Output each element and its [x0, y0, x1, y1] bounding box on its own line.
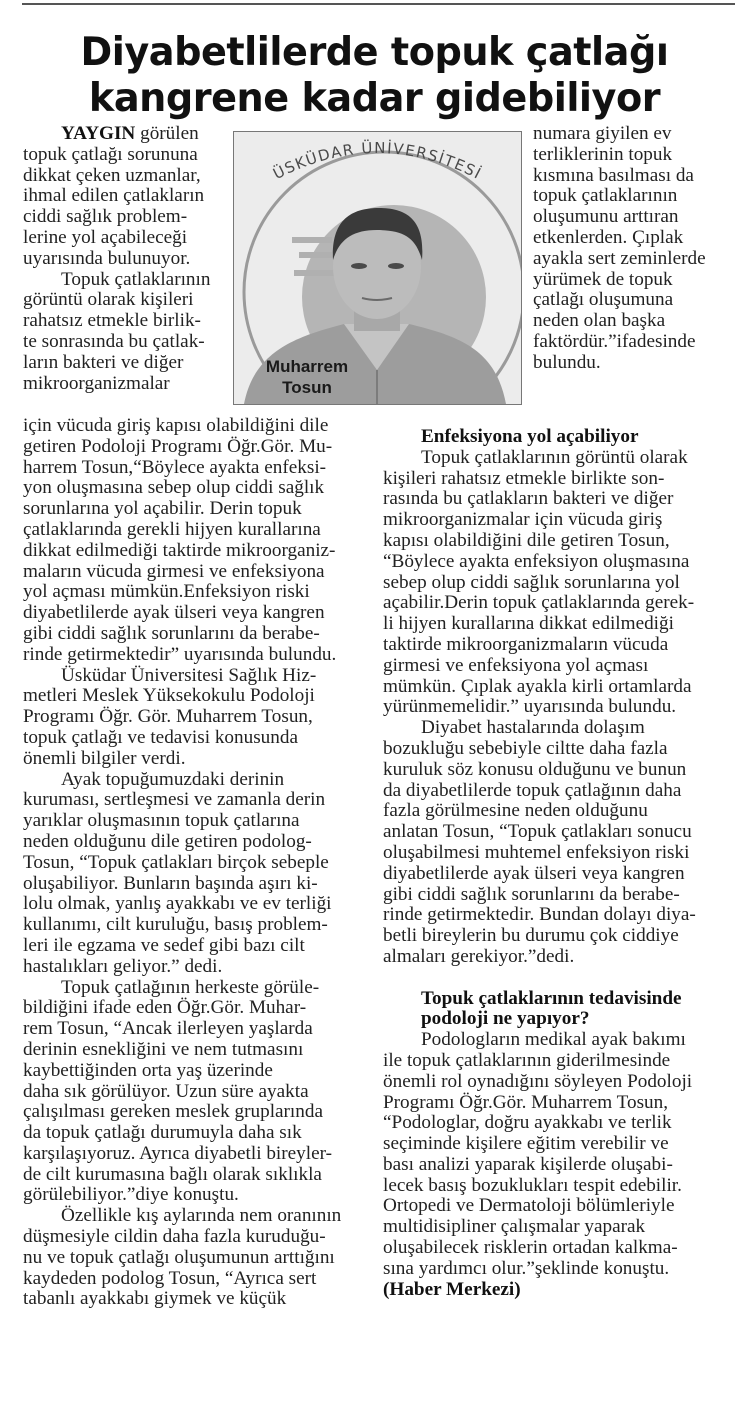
left-column-top [23, 124, 228, 394]
text-line: yürümek de topuk [533, 268, 673, 290]
text-line: görüntü olarak kişileri [23, 289, 194, 311]
text-line: sorunlarına yol açabilir. Derin topuk [23, 498, 302, 520]
paragraph-lead-line [23, 124, 228, 145]
text-line: topuk çatlağı ve tedavisi konusunda [23, 726, 298, 748]
text-line: mikroorganizmalar için vücuda giriş [383, 509, 663, 531]
text-line: rinde getirmektedir. Bundan dolayı diya- [383, 904, 696, 926]
text-line: oluşabiliyor. Bunların başında aşırı ki- [23, 872, 318, 894]
left-column [23, 416, 358, 1310]
logo-stripe [299, 252, 337, 258]
text-line: ciddi sağlık problem- [23, 206, 188, 228]
text-line: Tosun, “Topuk çatlakları birçok sebeple [23, 851, 329, 873]
text-line: oluşumunu arttıran [533, 206, 679, 228]
text-line: Diyabet hastalarında dolaşım [421, 717, 645, 739]
text-line: Topuk çatlaklarının görüntü olarak [421, 446, 688, 468]
text-line: mikroorganizmalar [23, 372, 170, 394]
text-line: Ortopedi ve Dermatoloji bölümleriyle [383, 1195, 675, 1217]
text-line: etkenlerden. Çıplak [533, 226, 684, 248]
text-line: çalışılması gereken meslek gruplarında [23, 1101, 323, 1123]
text-line: düşmesiyle cildin daha fazla kuruduğu- [23, 1226, 326, 1248]
text-line: gibi ciddi sağlık sorunlarını da berabe- [23, 622, 320, 644]
text-line: ayakla sert zeminlerde [533, 247, 706, 269]
text-line: Üsküdar Üniversitesi Sağlık Hiz- [61, 664, 317, 686]
right-column-top [533, 124, 743, 374]
text-line: kullanımı, cilt kuruluğu, basış problem- [23, 914, 328, 936]
text-line: leri ile egzama ve sedef gibi bazı cilt [23, 934, 305, 956]
text-line: diyabetlilerde ayak ülseri veya kangren [383, 862, 685, 884]
text-line: multidisipliner çalışmalar yaparak [383, 1216, 646, 1238]
subheading-podology-line-1: Topuk çatlaklarının tedavisinde [421, 987, 682, 1009]
text-line: neden olan başka [533, 310, 666, 332]
text-line: yol açması mümkün.Enfeksiyon riski [23, 581, 310, 603]
section-spacer [383, 968, 743, 989]
text-line: kaybettiğinden orta yaş üzerinde [23, 1059, 273, 1081]
text-line: derinin esnekliğini ve nem tutmasını [23, 1038, 304, 1060]
text-line: Ayak topuğumuzdaki derinin [61, 768, 285, 790]
text-line: Podologların medikal ayak bakımı [421, 1029, 686, 1051]
text-line: girmesi ve enfeksiyona yol açması [383, 654, 649, 676]
text-line: yürünmemelidir.” uyarısında bulundu. [383, 696, 677, 718]
text-line: taktirde mikroorganizmaların vücuda [383, 633, 669, 655]
text-line: topuk çatlaklarının [533, 185, 678, 207]
text-line: lerine yol açabileceği [23, 226, 188, 248]
text-line: önemli rol oynadığını söyleyen Podoloji [383, 1070, 693, 1092]
text-line: getiren Podoloji Programı Öğr.Gör. Mu- [23, 435, 333, 457]
text-line: dikkat çeken uzmanlar, [23, 164, 201, 186]
text-line: ların bakteri ve diğer [23, 351, 184, 373]
text-line: önemli bilgiler verdi. [23, 747, 186, 769]
text-line: kapısı olabildiğini dile getiren Tosun, [383, 529, 670, 551]
caption-line-1: Muharrem [265, 357, 349, 376]
logo-stripe [292, 237, 332, 243]
text-line: de cilt kurumasına bağlı olarak sıklıkla [23, 1163, 322, 1185]
text-line: gibi ciddi sağlık sorunlarını da berabe- [383, 883, 680, 905]
text-line: maların vücuda girmesi ve enfeksiyona [23, 560, 325, 582]
byline-signature: (Haber Merkezi) [383, 1278, 521, 1300]
text-line: harrem Tosun,“Böylece ayakta enfeksi- [23, 456, 327, 478]
text-line: diyabetlilerde ayak ülseri veya kangren [23, 602, 325, 624]
text-line: tabanlı ayakkabı giymek ve küçük [23, 1288, 287, 1310]
text-line: “Podologlar, doğru ayakkabı ve terlik [383, 1112, 672, 1134]
right-column [383, 427, 743, 1300]
text-line: yarıklar oluşmasının topuk çatlarına [23, 810, 300, 832]
text-line: çatlağı oluşumuna [533, 289, 674, 311]
text-line: seçiminde kişilere eğitim verebilir ve [383, 1133, 669, 1155]
text-line: sına yardımcı olur.”şeklinde konuştu. [383, 1257, 670, 1279]
text-line: anlatan Tosun, “Topuk çatlakları sonucu [383, 821, 692, 843]
eye [388, 263, 404, 269]
text-line: nu ve topuk çatlağı oluşumunun arttığını [23, 1246, 335, 1268]
photo-caption [252, 356, 362, 398]
text-line: li hijyen kurallarına dikkat edilmediği [383, 613, 674, 635]
text-line: yon oluşmasına sebep olup ciddi sağlık [23, 477, 325, 499]
text-line: sebep olup ciddi sağlık sorunlarına yol [383, 571, 680, 593]
text-line: Topuk çatlağının herkeste görüle- [61, 976, 320, 998]
text-line: Özellikle kış aylarında nem oranının [61, 1205, 342, 1227]
text-line: topuk çatlağı sorununa [23, 143, 198, 165]
logo-text: ÜSKÜDAR ÜNİVERSİTESİ [270, 138, 485, 184]
text-line: rinde getirmektedir” uyarısında bulundu. [23, 643, 337, 665]
text-line: rasında bu çatlakların bakteri ve diğer [383, 488, 674, 510]
eye [351, 263, 367, 269]
text-line: görülebiliyor.”diye konuştu. [23, 1184, 239, 1206]
text-line: karşılaşıyoruz. Ayrıca diyabetli bireyler- [23, 1142, 333, 1164]
text-line: Programı Öğr.Gör. Muharrem Tosun, [383, 1091, 669, 1113]
text-line: rem Tosun, “Ancak ilerleyen yaşlarda [23, 1018, 313, 1040]
text-line: oluşabilecek risklerin ortadan kalkma- [383, 1237, 678, 1259]
text-line: lolu olmak, yanlış ayakkabı ve ev terliği [23, 893, 332, 915]
text-line: kısmına basılması da [533, 164, 694, 186]
text-line: çatlaklarında gerekli hijyen kurallarına [23, 518, 321, 540]
text-line: terliklerinin topuk [533, 143, 673, 165]
subheading-podology-line-2: podoloji ne yapıyor? [421, 1008, 590, 1030]
caption-line-2: Tosun [282, 378, 332, 397]
text-line: Programı Öğr. Gör. Muharrem Tosun, [23, 706, 313, 728]
subheading-infection: Enfeksiyona yol açabiliyor [421, 426, 639, 447]
text-line: hastalıkları geliyor.” dedi. [23, 955, 223, 977]
text-line: te sonrasında bu çatlak- [23, 330, 205, 352]
text-line: faktördür.”ifadesinde [533, 330, 696, 352]
headline [7, 30, 741, 122]
lead-bold-word: YAYGIN [61, 123, 136, 144]
logo-label [234, 136, 521, 196]
text-line: dikkat edilmediği taktirde mikroorganiz- [23, 539, 336, 561]
text-line: bildiğini ifade eden Öğr.Gör. Muhar- [23, 997, 307, 1019]
text-line: bulundu. [533, 351, 601, 373]
text-line: açabilir.Derin topuk çatlaklarında gerek- [383, 592, 695, 614]
headline-line-1: Diyabetlilerde topuk çatlağı [80, 30, 669, 75]
text-line: ihmal edilen çatlakların [23, 185, 205, 207]
text-line: “Böylece ayakta enfeksiyon oluşmasına [383, 550, 690, 572]
text-line: için vücuda giriş kapısı olabildiğini dile [23, 415, 329, 436]
portrait-photo [233, 131, 522, 405]
text-line: almaları gerekiyor.”dedi. [383, 945, 575, 967]
text-line: lecek basış bozuklukları tespit edebilir. [383, 1174, 682, 1196]
text-line: bası analizi yaparak kişilerde oluşabi- [383, 1153, 673, 1175]
text-line: kuruluk söz konusu olduğunu ve bunun [383, 758, 687, 780]
text-line: oluşabilmesi muhtemel enfeksiyon riski [383, 841, 690, 863]
text-line: kişileri rahatsız etmekle birlikte son- [383, 467, 665, 489]
text-line: kaydeden podolog Tosun, “Ayrıca sert [23, 1267, 317, 1289]
text-line: betli bireylerin bu durumu çok ciddiye [383, 925, 679, 947]
text-line: uyarısında bulunuyor. [23, 247, 191, 269]
text-line: görülen [135, 123, 199, 144]
text-line: ile topuk çatlaklarının giderilmesinde [383, 1049, 671, 1071]
top-rule [22, 3, 735, 5]
text-line: mümkün. Çıplak ayakla kirli ortamlarda [383, 675, 692, 697]
text-line: metleri Meslek Yüksekokulu Podoloji [23, 685, 315, 707]
text-line: kuruması, sertleşmesi ve zamanla derin [23, 789, 326, 811]
text-line: bozukluğu sebebiyle ciltte daha fazla [383, 737, 668, 759]
text-line: rahatsız etmekle birlik- [23, 310, 201, 332]
text-line: da topuk çatlağı durumuyla daha sık [23, 1122, 302, 1144]
text-line: numara giyilen ev [533, 123, 672, 144]
text-line: neden olduğunu dile getiren podolog- [23, 830, 312, 852]
text-line: da diyabetlilerde topuk çatlağının daha [383, 779, 682, 801]
headline-line-2: kangrene kadar gidebiliyor [88, 76, 661, 121]
text-line: daha sık görülüyor. Uzun süre ayakta [23, 1080, 309, 1102]
text-line: Topuk çatlaklarının [61, 268, 211, 290]
logo-stripe [294, 270, 334, 276]
text-line: fazla görülmesine neden olduğunu [383, 800, 648, 822]
